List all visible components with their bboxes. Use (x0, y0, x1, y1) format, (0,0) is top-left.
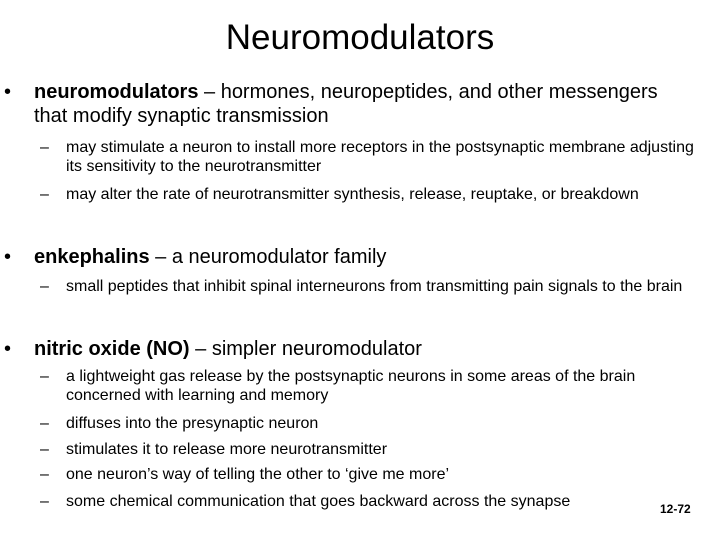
subpoint-text: small peptides that inhibit spinal interneurons from transmitting pain signals to the brain (66, 278, 683, 295)
subpoint (40, 367, 702, 405)
dash-icon: – (40, 466, 49, 483)
dash-icon: – (40, 186, 49, 203)
term-enkephalins: enkephalins (34, 246, 150, 268)
subpoint (40, 492, 596, 511)
subpoint (40, 185, 702, 204)
definition-nitric-oxide: – simpler neuromodulator (189, 338, 422, 360)
subpoint (40, 440, 702, 459)
term-neuromodulators: neuromodulators (34, 81, 199, 103)
bullet-icon: • (4, 246, 12, 268)
dash-icon: – (40, 415, 49, 432)
dash-icon: – (40, 139, 49, 156)
subpoint-text: some chemical communication that goes backward across the synapse (66, 493, 571, 510)
subpoint (40, 138, 702, 176)
bullet-point-enkephalins (4, 245, 694, 269)
dash-icon: – (40, 368, 49, 385)
bullet-icon: • (4, 338, 12, 360)
bullet-icon: • (4, 81, 12, 103)
subpoint-text: one neuron’s way of telling the other to ‘give me more’ (66, 466, 450, 483)
dash-icon: – (40, 493, 49, 510)
dash-icon: – (40, 441, 49, 458)
subpoint (40, 465, 702, 484)
subpoint-text: diffuses into the presynaptic neuron (66, 415, 319, 432)
slide-title: Neuromodulators (225, 18, 495, 57)
bullet-point-neuromodulators (4, 80, 694, 128)
subpoint (40, 414, 702, 433)
subpoint-text: stimulates it to release more neurotransmitter (66, 441, 388, 458)
subpoint-text: may alter the rate of neurotransmitter synthesis, release, reuptake, or breakdown (66, 186, 639, 203)
term-nitric-oxide: nitric oxide (NO) (34, 338, 190, 360)
definition-enkephalins: – a neuromodulator family (149, 246, 387, 268)
dash-icon: – (40, 278, 49, 295)
bullet-point-nitric-oxide (4, 337, 694, 361)
subpoint (40, 277, 702, 296)
subpoint-text: may stimulate a neuron to install more receptors in the postsynaptic membrane adjusting its sensitivity to the neurotransmitter (66, 139, 694, 175)
slide-number: 12-72 (660, 502, 691, 516)
definition-neuromodulators: – hormones, neuropeptides, and other messengers that modify synaptic transmission (34, 81, 658, 127)
subpoint-text: a lightweight gas release by the postsynaptic neurons in some areas of the brain concerned with learning and memory (66, 368, 636, 404)
